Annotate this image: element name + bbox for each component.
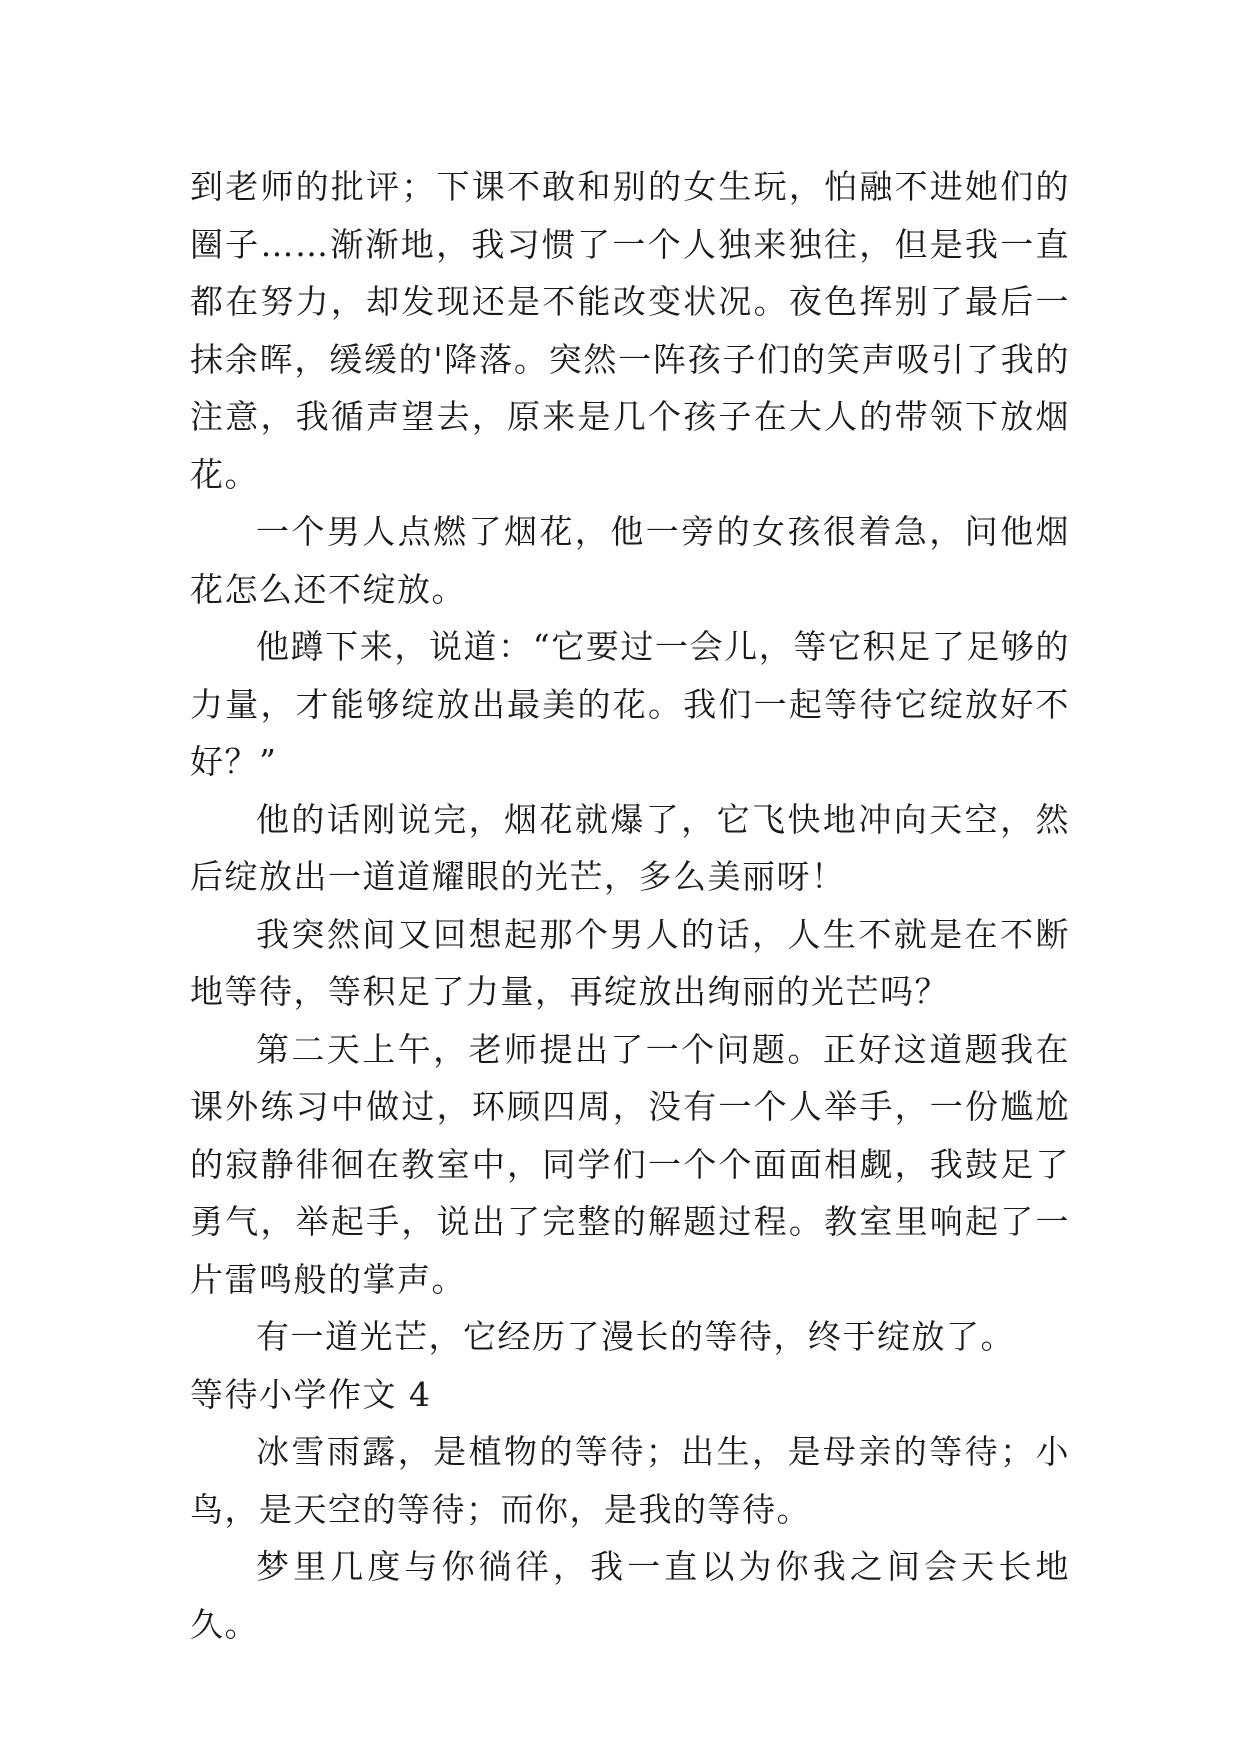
section-heading: 等待小学作文 4 (190, 1374, 432, 1414)
paragraph-1: 到老师的批评；下课不敢和别的女生玩，怕融不进她们的圈子……渐渐地，我习惯了一个人独来独往，但是我一直都在努力，却发现还是不能改变状况。夜色挥别了最后一抹余晖，缓缓的'降落。突然一阵孩子们的笑声吸引了我的注意，我循声望去，原来是几个孩子在大人的带领下放烟花。 (190, 167, 1070, 494)
paragraph-5: 我突然间又回想起那个男人的话，人生不就是在不断地等待，等积足了力量，再绽放出绚丽的光芒吗？ (190, 914, 1070, 1011)
paragraph-9: 梦里几度与你徜徉，我一直以为你我之间会天长地久。 (190, 1547, 1070, 1644)
article-body (190, 158, 1070, 1653)
paragraph-3: 他蹲下来，说道：“它要过一会儿，等它积足了足够的力量，才能够绽放出最美的花。我们一起等待它绽放好不好？” (190, 627, 1070, 781)
paragraph-2: 一个男人点燃了烟花，他一旁的女孩很着急，问他烟花怎么还不绽放。 (190, 512, 1070, 609)
paragraph-8: 冰雪雨露，是植物的等待；出生，是母亲的等待；小鸟，是天空的等待；而你，是我的等待。 (190, 1432, 1070, 1529)
paragraph-6: 第二天上午，老师提出了一个问题。正好这道题我在课外练习中做过，环顾四周，没有一个人举手，一份尴尬的寂静徘徊在教室中，同学们一个个面面相觑，我鼓足了勇气，举起手，说出了完整的解题过程。教室里响起了一片雷鸣般的掌声。 (190, 1029, 1070, 1299)
paragraph-4: 他的话刚说完，烟花就爆了，它飞快地冲向天空，然后绽放出一道道耀眼的光芒，多么美丽呀！ (190, 799, 1070, 896)
paragraph-7: 有一道光芒，它经历了漫长的等待，终于绽放了。 (256, 1317, 1015, 1356)
